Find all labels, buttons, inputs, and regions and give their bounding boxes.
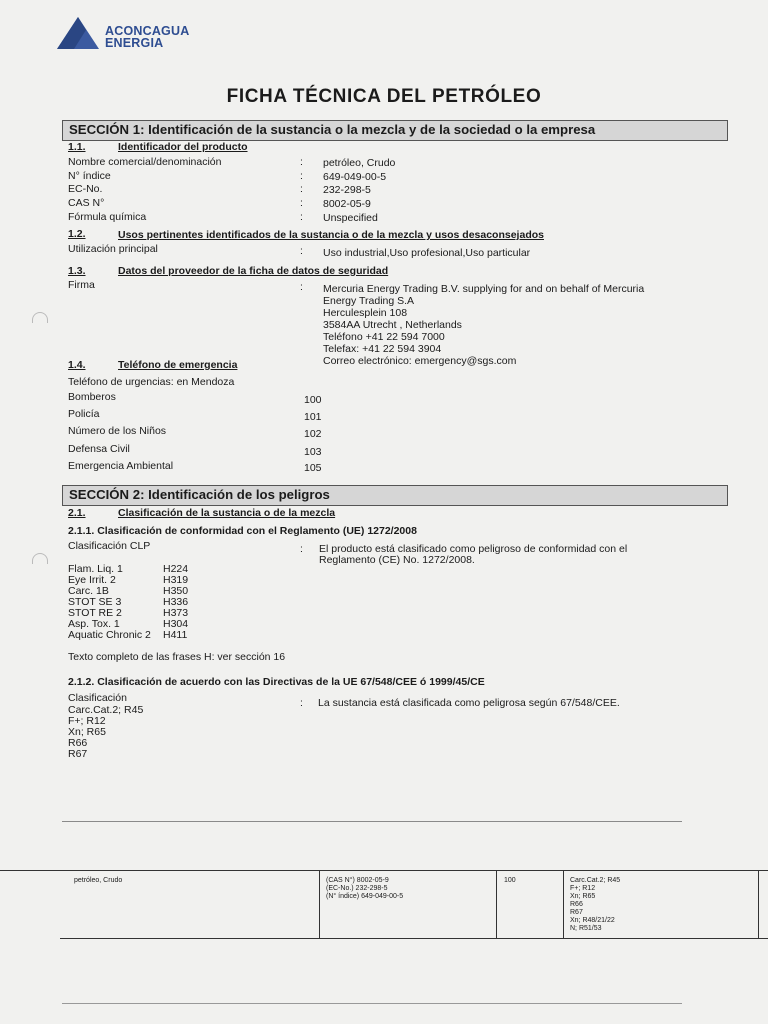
field-value: Unspecified xyxy=(323,212,378,224)
table-top-border xyxy=(0,870,768,871)
hazard-code: H411 xyxy=(163,629,188,641)
r-code: Xn; R65 xyxy=(68,726,106,738)
document-title: FICHA TÉCNICA DEL PETRÓLEO xyxy=(226,86,542,107)
r-code: R66 xyxy=(68,737,88,749)
document-page: ACONCAGUA ENERGIA FICHA TÉCNICA DEL PETRÓLEO SECCIÓN 1: Identificación de la sustancia o la mezcla y de la sociedad o la empresa 1.1. Identificador del producto Nombre comercial/denominación : petróleo, Crudo N° índice : 649-049-00-5 EC-No. : 232-298-5 CAS N° : 8002-05-9 Fórmula química : Unspecified 1.2. Usos pertinentes identificados de la sustancia o de la mezcla y usos desaconsejados Utilización principal : Uso industrial,Uso profesional,Uso particular 1.3. Datos del proveedor de la ficha de datos de seguridad Firma : Mercuria Energy Trading B.V. supplying for and on behalf of Mercuria Energy Trading S.A Herculesplein 108 3584AA Utrecht , Netherlands Teléfono +41 22 594 7000 Telefax: +41 22 594 3904 Correo electrónico: emergency@sgs.com 1.4. Teléfono de emergencia Teléfono de urgencias: en Mendoza Bomberos 100 Policía 101 Número de los Niños 102 Defensa Civil 103 Emergencia Ambiental 105 SECCIÓN 2: Identificación de los peligros 2.1. Clasificación de la sustancia o de la mezcla 2.1.1. Clasificación de conformidad con el Reglamento (UE) 1272/2008 Clasificación CLP : El producto está clasificado como peligroso de conformidad con el Reglamento (CE) No. 1272/2008. Flam. Liq. 1 H224 Eye Irrit. 2 H319 Carc. 1B H350 STOT SE 3 H336 STOT RE 2 H373 Asp. Tox. 1 H304 Aquatic Chronic 2 H411 Texto completo de las frases H: ver sección 16 2.1.2. Clasificación de acuerdo con las Directivas de la UE 67/548/CEE ó 1999/45/CE Clasificación : La sustancia está clasificada como peligrosa según 67/548/CEE. Carc.Cat.2; R45 F+; R12 Xn; R65 R66 R67 petróleo, Crudo (CAS N°) 8002-05-9 (EC-No.) 232-298-5 (N° índice) 649-049-00-5 100 Carc.Cat.2; R45 F+; R12 Xn; R65 R66 R67 Xn; R48/21/22 N; R51/53 xyxy=(0,0,768,1024)
table-cell-class: Xn; R48/21/22 xyxy=(570,917,615,924)
emergency-label: Número de los Niños xyxy=(68,425,167,437)
emergency-label: Policía xyxy=(68,408,100,420)
table-bottom-border xyxy=(60,938,768,939)
subsection-1-2-title: Usos pertinentes identificados de la sustancia o de la mezcla y usos desaconsejados xyxy=(118,229,544,241)
field-value: Uso industrial,Uso profesional,Uso particular xyxy=(323,247,531,259)
subsection-1-3-number: 1.3. xyxy=(68,265,86,277)
emergency-intro: Teléfono de urgencias: en Mendoza xyxy=(68,376,235,388)
r-code: Carc.Cat.2; R45 xyxy=(68,704,144,716)
logo-line-1: ACONCAGUA xyxy=(105,24,190,38)
field-value: petróleo, Crudo xyxy=(323,157,396,169)
table-cell-class: R67 xyxy=(570,909,583,916)
logo-mountain-icon xyxy=(56,16,100,50)
subsection-1-4-title: Teléfono de emergencia xyxy=(118,359,238,371)
hazard-code: H373 xyxy=(163,607,189,619)
logo-line-2: ENERGIA xyxy=(105,36,164,50)
field-value: 232-298-5 xyxy=(323,184,371,196)
classification-statement: La sustancia está clasificada como peligrosa según 67/548/CEE. xyxy=(318,697,620,709)
supplier-line: 3584AA Utrecht , Netherlands xyxy=(323,319,462,331)
hazard-code: H304 xyxy=(163,618,189,630)
emergency-label: Bomberos xyxy=(68,391,116,403)
table-cell-class: Carc.Cat.2; R45 xyxy=(570,877,621,884)
field-value: 649-049-00-5 xyxy=(323,171,387,183)
field-label: EC-No. xyxy=(68,183,103,195)
supplier-line: Herculesplein 108 xyxy=(323,307,408,319)
table-cell-percent: 100 xyxy=(504,877,516,884)
punch-hole-mark xyxy=(32,553,48,564)
hazard-class: STOT SE 3 xyxy=(68,596,122,608)
section-1-header xyxy=(62,120,728,141)
emergency-number: 105 xyxy=(304,462,322,474)
r-code: R67 xyxy=(68,748,88,760)
clp-statement-line-2: Reglamento (CE) No. 1272/2008. xyxy=(319,554,475,566)
emergency-number: 100 xyxy=(304,394,322,406)
table-cell-name: petróleo, Crudo xyxy=(74,877,123,884)
table-cell-id: (N° índice) 649-049-00-5 xyxy=(326,893,404,900)
field-label: N° índice xyxy=(68,170,111,182)
supplier-line: Teléfono +41 22 594 7000 xyxy=(323,331,445,343)
hazard-class: Asp. Tox. 1 xyxy=(68,618,120,630)
table-cell-class: F+; R12 xyxy=(570,885,596,892)
field-value: 8002-05-9 xyxy=(323,198,371,210)
table-cell-class: N; R51/53 xyxy=(570,925,602,932)
section-2-header xyxy=(62,485,728,506)
section-1-title: SECCIÓN 1: Identificación de la sustancia o la mezcla y de la sociedad o la empresa xyxy=(69,122,596,137)
table-cell-id: (CAS N°) 8002-05-9 xyxy=(326,877,389,884)
punch-hole-mark xyxy=(32,312,48,323)
emergency-number: 102 xyxy=(304,428,322,440)
company-logo xyxy=(105,25,189,49)
subsection-2-1-2-title: 2.1.2. Clasificación de acuerdo con las Directivas de la UE 67/548/CEE ó 1999/45/CE xyxy=(68,676,485,688)
clp-statement-line-1: El producto está clasificado como peligroso de conformidad con el xyxy=(319,543,628,555)
table-cell-id: (EC-No.) 232-298-5 xyxy=(326,885,388,892)
table-cell-class: R66 xyxy=(570,901,583,908)
hazard-class: Carc. 1B xyxy=(68,585,109,597)
supplier-line: Energy Trading S.A xyxy=(323,295,415,307)
field-label: Firma xyxy=(68,279,95,291)
field-label: CAS N° xyxy=(68,197,105,209)
hazard-code: H319 xyxy=(163,574,189,586)
field-label: Clasificación xyxy=(68,692,127,704)
divider-line xyxy=(62,821,682,822)
emergency-number: 103 xyxy=(304,446,322,458)
subsection-1-3-title: Datos del proveedor de la ficha de datos de seguridad xyxy=(118,265,389,277)
r-code: F+; R12 xyxy=(68,715,106,727)
hazard-code: H224 xyxy=(163,563,189,575)
field-label: Clasificación CLP xyxy=(68,540,151,552)
emergency-label: Defensa Civil xyxy=(68,443,130,455)
supplier-line: Mercuria Energy Trading B.V. supplying for and on behalf of Mercuria xyxy=(323,283,645,295)
table-cell-class: Xn; R65 xyxy=(570,893,596,900)
emergency-label: Emergencia Ambiental xyxy=(68,460,174,472)
subsection-2-1-1-title: 2.1.1. Clasificación de conformidad con el Reglamento (UE) 1272/2008 xyxy=(68,525,417,537)
hazard-class: Aquatic Chronic 2 xyxy=(68,629,151,641)
subsection-2-1-number: 2.1. xyxy=(68,507,86,519)
field-label: Nombre comercial/denominación xyxy=(68,156,222,168)
section-2-title: SECCIÓN 2: Identificación de los peligros xyxy=(69,487,330,502)
field-label: Fórmula química xyxy=(68,211,147,223)
subsection-1-2-number: 1.2. xyxy=(68,228,86,240)
hazard-class: STOT RE 2 xyxy=(68,607,122,619)
field-label: Utilización principal xyxy=(68,243,158,255)
supplier-line: Correo electrónico: emergency@sgs.com xyxy=(323,355,517,367)
h-phrases-note: Texto completo de las frases H: ver sección 16 xyxy=(68,651,286,663)
hazard-class: Eye Irrit. 2 xyxy=(68,574,116,586)
subsection-1-1-number: 1.1. xyxy=(68,141,86,153)
footer-line xyxy=(62,1003,682,1004)
subsection-2-1-title: Clasificación de la sustancia o de la mezcla xyxy=(118,507,336,519)
subsection-1-4-number: 1.4. xyxy=(68,359,86,371)
hazard-class: Flam. Liq. 1 xyxy=(68,563,123,575)
emergency-number: 101 xyxy=(304,411,322,423)
hazard-code: H350 xyxy=(163,585,189,597)
hazard-code: H336 xyxy=(163,596,189,608)
subsection-1-1-title: Identificador del producto xyxy=(118,141,248,153)
supplier-line: Telefax: +41 22 594 3904 xyxy=(323,343,442,355)
